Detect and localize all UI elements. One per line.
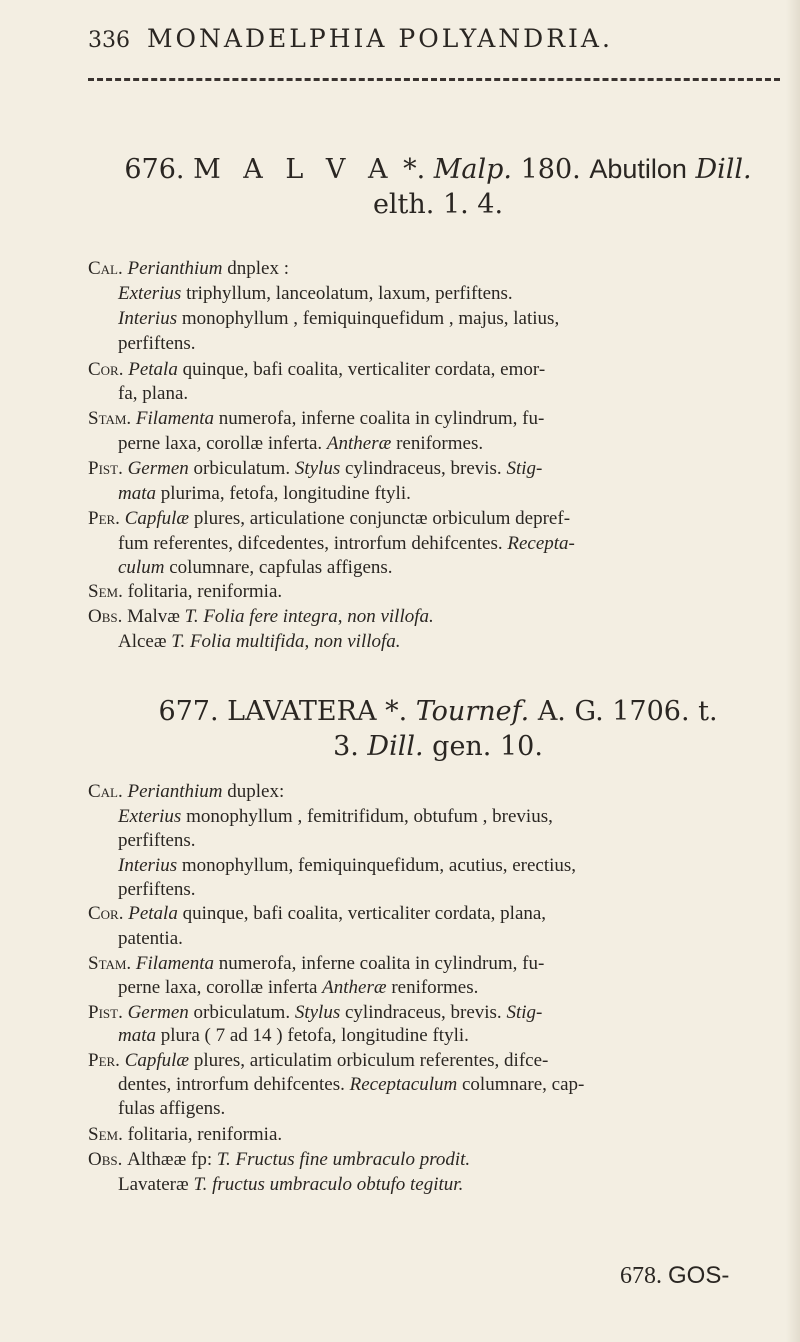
genus-name: M A L V A — [193, 154, 395, 185]
genus-heading-lavatera — [88, 695, 788, 729]
text-run: , — [337, 606, 348, 627]
genus-heading-malva-line2 — [88, 188, 788, 222]
text-line — [88, 953, 544, 975]
genus-star: *. — [403, 154, 426, 185]
genus-ref: Malp. — [433, 154, 513, 185]
italic-term: Germen — [127, 1002, 189, 1023]
italic-term: Antheræ — [326, 433, 392, 454]
page-edge — [786, 0, 800, 1342]
genus-ref-line2: elth. 1. 4. — [372, 189, 504, 220]
text-run: cylindraceus, brevis. — [340, 1002, 507, 1023]
genus-star: *. — [385, 696, 408, 727]
italic-term: Antheræ — [322, 977, 387, 998]
running-head — [88, 24, 728, 53]
text-run: columnare, capfulas affigens. — [164, 557, 393, 578]
section-label: Stam. — [88, 408, 136, 429]
text-run: , — [304, 631, 314, 652]
text-run: patentia. — [118, 928, 183, 949]
text-line — [118, 557, 393, 579]
italic-term: mata — [118, 1025, 156, 1046]
text-run: reniformes. — [391, 433, 484, 454]
italic-term: Stylus — [294, 1002, 341, 1023]
text-run: plures, articulatim orbiculum referentes, difce- — [189, 1050, 549, 1071]
section-label: Cor. — [88, 359, 129, 380]
text-run: monophyllum , femiquinquefidum , majus, latius, — [177, 308, 560, 329]
italic-term: T. Folia multifida — [171, 631, 305, 652]
text-line — [118, 283, 513, 305]
section-label: Cal. — [88, 258, 128, 279]
text-line — [118, 533, 575, 555]
text-line — [118, 1098, 225, 1120]
italic-term: Petala — [128, 359, 178, 380]
text-line — [118, 433, 483, 455]
text-run: perfiftens. — [118, 333, 196, 354]
text-line — [118, 308, 559, 330]
text-line — [88, 781, 284, 803]
text-line — [88, 508, 570, 530]
section-label: Pist. — [88, 458, 128, 479]
section-label: Sem. — [88, 581, 128, 602]
genus-synonym: Abutilon — [589, 154, 687, 184]
italic-term: Germen — [127, 458, 189, 479]
italic-term: Receptaculum — [349, 1074, 458, 1095]
text-run: perne laxa, corollæ inferta — [118, 977, 323, 998]
italic-term: Stig- — [506, 1002, 543, 1023]
genus-heading-lavatera-line2 — [88, 730, 788, 764]
text-line — [88, 408, 544, 430]
text-run: quinque, bafi coalita, verticaliter cordata, emor- — [177, 359, 546, 380]
text-run: folitaria, reniformia. — [127, 1124, 283, 1145]
italic-term: Perianthium — [127, 258, 223, 279]
text-line — [118, 806, 553, 828]
italic-term: non villofa. — [313, 631, 401, 652]
text-run: perfiftens. — [118, 830, 196, 851]
section-label: Per. — [88, 1050, 125, 1071]
italic-term: Capfulæ — [124, 1050, 190, 1071]
text-run: numerofa, inferne coalita in cylindrum, fu- — [214, 953, 545, 974]
text-line — [118, 631, 401, 653]
page-number: 336 — [88, 28, 130, 53]
text-run: plurima, fetofa, longitudine ftyli. — [156, 483, 411, 504]
text-line — [118, 1174, 463, 1196]
italic-term: culum — [118, 557, 165, 578]
text-run: Malvæ — [127, 606, 185, 627]
text-line — [118, 483, 411, 505]
text-line — [118, 977, 478, 999]
italic-term: Exterius — [118, 283, 182, 304]
genus-author: Dill. — [695, 154, 752, 185]
catchword-number: 678. — [620, 1263, 662, 1289]
italic-term: Stylus — [294, 458, 341, 479]
text-line — [88, 581, 282, 603]
text-run: Alceæ — [118, 631, 172, 652]
italic-term: Capfulæ — [124, 508, 190, 529]
section-label: Pist. — [88, 1002, 128, 1023]
text-run: duplex: — [222, 781, 285, 802]
section-label: Obs. — [88, 1149, 128, 1170]
text-run: folitaria, reniformia. — [127, 581, 283, 602]
page-title: MONADELPHIA POLYANDRIA. — [146, 24, 613, 53]
text-run: monophyllum, femiquinquefidum, acutius, erectius, — [177, 855, 577, 876]
text-run: Lavateræ — [118, 1174, 194, 1195]
italic-term: Interius — [118, 308, 178, 329]
catchword — [620, 1262, 729, 1290]
catchword-text: GOS- — [668, 1262, 730, 1289]
italic-term: Filamenta — [135, 408, 215, 429]
text-run: plura ( 7 ad 14 ) fetofa, longitudine ftyli. — [156, 1025, 469, 1046]
text-line — [88, 258, 289, 280]
text-run: dentes, introrfum dehifcentes. — [118, 1074, 350, 1095]
text-line — [88, 359, 545, 381]
italic-term: Recepta- — [507, 533, 575, 554]
text-line — [88, 903, 546, 925]
text-run: monophyllum , femitrifidum, obtufum , brevius, — [181, 806, 553, 827]
genus-number: 677. — [158, 696, 219, 727]
genus-ref-number: 3. — [333, 731, 359, 762]
italic-term: Filamenta — [135, 953, 215, 974]
genus-ref: Tournef. — [415, 696, 530, 727]
italic-term: Exterius — [118, 806, 182, 827]
text-line — [88, 458, 542, 480]
genus-number: 676. — [124, 154, 185, 185]
text-run: orbiculatum. — [188, 1002, 295, 1023]
text-line — [118, 879, 196, 901]
text-run: fum referentes, difcedentes, introrfum dehifcentes. — [118, 533, 508, 554]
text-run: fulas affigens. — [118, 1098, 226, 1119]
text-run: orbiculatum. — [188, 458, 295, 479]
italic-term: Interius — [118, 855, 178, 876]
text-line — [118, 383, 188, 405]
text-run: plures, articulatione conjunctæ orbiculum depref- — [189, 508, 571, 529]
genus-heading-malva — [88, 152, 788, 187]
text-run: numerofa, inferne coalita in cylindrum, fu- — [214, 408, 545, 429]
text-run: columnare, cap- — [457, 1074, 585, 1095]
section-label: Sem. — [88, 1124, 128, 1145]
genus-ref-number: 180. — [520, 154, 581, 185]
text-line — [118, 1074, 584, 1096]
header-rule — [88, 78, 780, 81]
text-line — [88, 1002, 542, 1024]
italic-term: mata — [118, 483, 156, 504]
italic-term: Petala — [128, 903, 178, 924]
italic-term: non villofa. — [347, 606, 434, 627]
text-line — [118, 1025, 469, 1047]
text-run: cylindraceus, brevis. — [340, 458, 507, 479]
genus-ref-rest: A. G. 1706. t. — [537, 696, 718, 727]
text-line — [118, 928, 183, 950]
italic-term: Stig- — [506, 458, 543, 479]
text-line — [88, 1124, 282, 1146]
text-run: perfiftens. — [118, 879, 196, 900]
text-run: dnplex : — [222, 258, 290, 279]
text-line — [118, 333, 196, 355]
genus-name: LAVATERA — [227, 696, 377, 727]
section-label: Cor. — [88, 903, 129, 924]
italic-term: T. Fructus fine umbraculo prodit. — [216, 1149, 471, 1170]
section-label: Cal. — [88, 781, 128, 802]
text-line — [88, 606, 434, 628]
text-line — [118, 830, 196, 852]
italic-term: Perianthium — [127, 781, 223, 802]
italic-term: T. Folia fere integra — [184, 606, 338, 627]
section-label: Obs. — [88, 606, 128, 627]
italic-term: T. fructus umbraculo obtufo tegitur. — [193, 1174, 464, 1195]
text-run: perne laxa, corollæ inferta. — [118, 433, 327, 454]
section-label: Stam. — [88, 953, 136, 974]
text-run: fa, plana. — [118, 383, 189, 404]
text-line — [88, 1050, 548, 1072]
text-run: reniformes. — [386, 977, 479, 998]
section-label: Per. — [88, 508, 125, 529]
genus-author: Dill. — [367, 731, 424, 762]
text-line — [88, 1149, 470, 1171]
genus-ref-rest: gen. 10. — [432, 731, 543, 762]
text-run: quinque, bafi coalita, verticaliter cordata, plana, — [177, 903, 547, 924]
text-line — [118, 855, 576, 877]
text-run: Althææ fp: — [127, 1149, 217, 1170]
text-run: triphyllum, lanceolatum, laxum, perfiftens. — [181, 283, 513, 304]
